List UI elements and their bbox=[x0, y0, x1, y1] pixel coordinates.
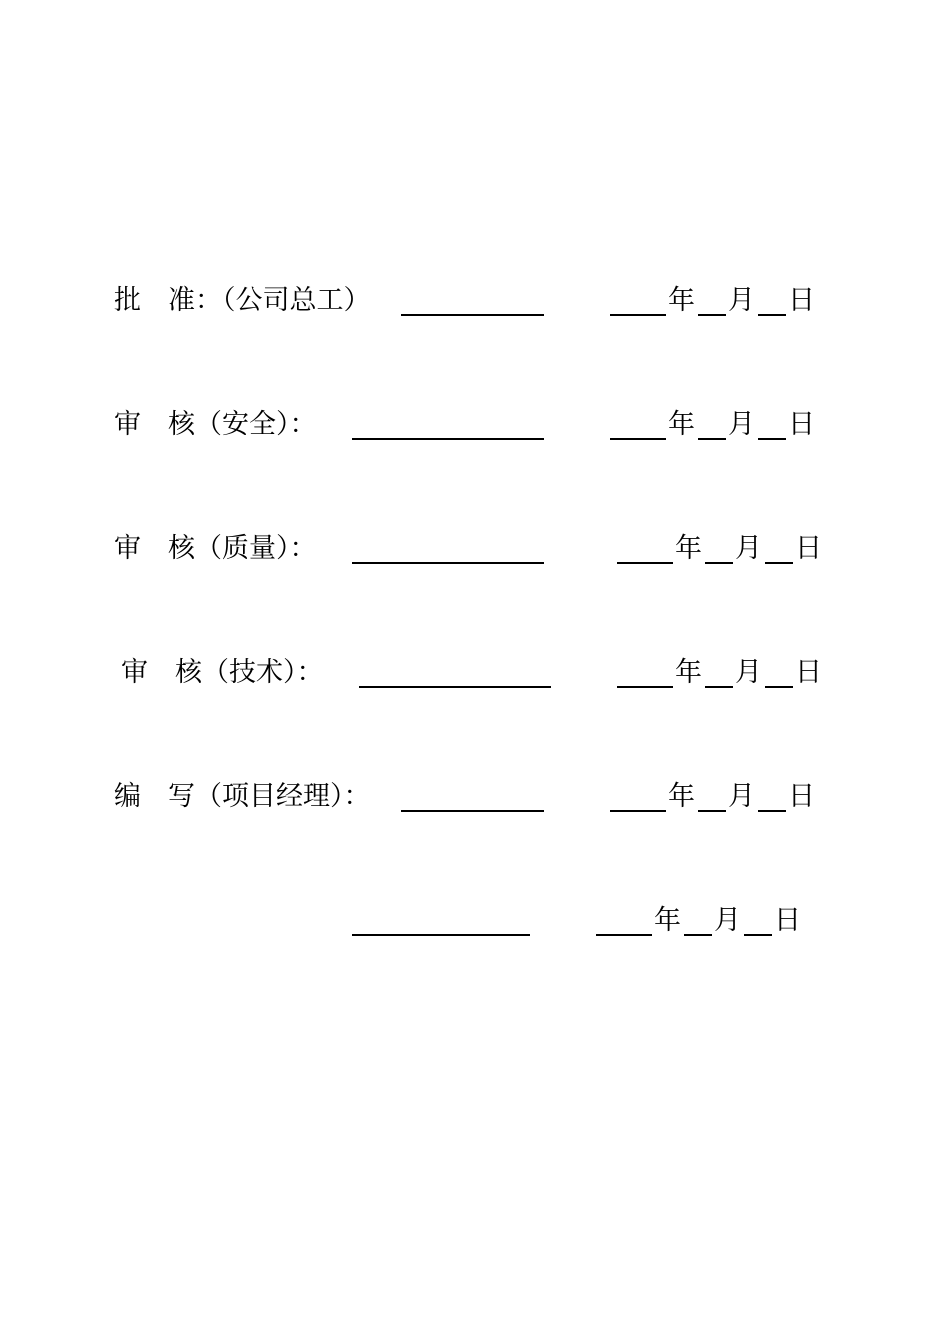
year-blank[interactable] bbox=[610, 314, 666, 316]
month-blank[interactable] bbox=[705, 686, 733, 688]
day-blank[interactable] bbox=[758, 438, 786, 440]
date-field bbox=[610, 405, 820, 445]
year-blank[interactable] bbox=[617, 562, 673, 564]
month-char: 月 bbox=[735, 657, 762, 688]
date-field bbox=[596, 901, 806, 941]
month-blank[interactable] bbox=[698, 314, 726, 316]
review-row-safety bbox=[114, 405, 834, 445]
month-blank[interactable] bbox=[684, 934, 712, 936]
date-field bbox=[617, 653, 827, 693]
review-row-technical bbox=[121, 653, 841, 693]
month-blank[interactable] bbox=[698, 438, 726, 440]
month-char: 月 bbox=[728, 409, 755, 440]
review-row-quality bbox=[114, 529, 834, 569]
day-blank[interactable] bbox=[744, 934, 772, 936]
approval-row-general-engineer bbox=[114, 281, 834, 321]
year-blank[interactable] bbox=[610, 438, 666, 440]
review-quality-label: 审 核（质量）： bbox=[114, 533, 317, 564]
day-blank[interactable] bbox=[758, 810, 786, 812]
month-char: 月 bbox=[735, 533, 762, 564]
day-char: 日 bbox=[788, 285, 815, 316]
review-safety-label: 审 核（安全）： bbox=[114, 409, 317, 440]
year-char: 年 bbox=[654, 905, 681, 936]
year-char: 年 bbox=[668, 781, 695, 812]
month-char: 月 bbox=[728, 285, 755, 316]
month-char: 月 bbox=[728, 781, 755, 812]
unlabeled-signature-row bbox=[114, 901, 834, 941]
date-field bbox=[617, 529, 827, 569]
year-char: 年 bbox=[675, 533, 702, 564]
day-blank[interactable] bbox=[765, 686, 793, 688]
prepared-label: 编 写（项目经理）： bbox=[114, 781, 371, 812]
approval-label: 批 准：（公司总工） bbox=[114, 285, 371, 316]
signature-line[interactable] bbox=[352, 934, 530, 936]
prepared-row-project-manager bbox=[114, 777, 834, 817]
signature-line[interactable] bbox=[352, 438, 544, 440]
day-blank[interactable] bbox=[765, 562, 793, 564]
signature-line[interactable] bbox=[359, 686, 551, 688]
year-blank[interactable] bbox=[596, 934, 652, 936]
month-char: 月 bbox=[714, 905, 741, 936]
day-blank[interactable] bbox=[758, 314, 786, 316]
day-char: 日 bbox=[795, 657, 822, 688]
year-char: 年 bbox=[675, 657, 702, 688]
year-blank[interactable] bbox=[617, 686, 673, 688]
signature-line[interactable] bbox=[352, 562, 544, 564]
date-field bbox=[610, 281, 820, 321]
signature-line[interactable] bbox=[401, 314, 544, 316]
year-blank[interactable] bbox=[610, 810, 666, 812]
date-field bbox=[610, 777, 820, 817]
signature-line[interactable] bbox=[401, 810, 544, 812]
day-char: 日 bbox=[788, 409, 815, 440]
year-char: 年 bbox=[668, 285, 695, 316]
day-char: 日 bbox=[788, 781, 815, 812]
review-technical-label: 审 核（技术）： bbox=[121, 657, 324, 688]
year-char: 年 bbox=[668, 409, 695, 440]
month-blank[interactable] bbox=[705, 562, 733, 564]
day-char: 日 bbox=[774, 905, 801, 936]
day-char: 日 bbox=[795, 533, 822, 564]
month-blank[interactable] bbox=[698, 810, 726, 812]
